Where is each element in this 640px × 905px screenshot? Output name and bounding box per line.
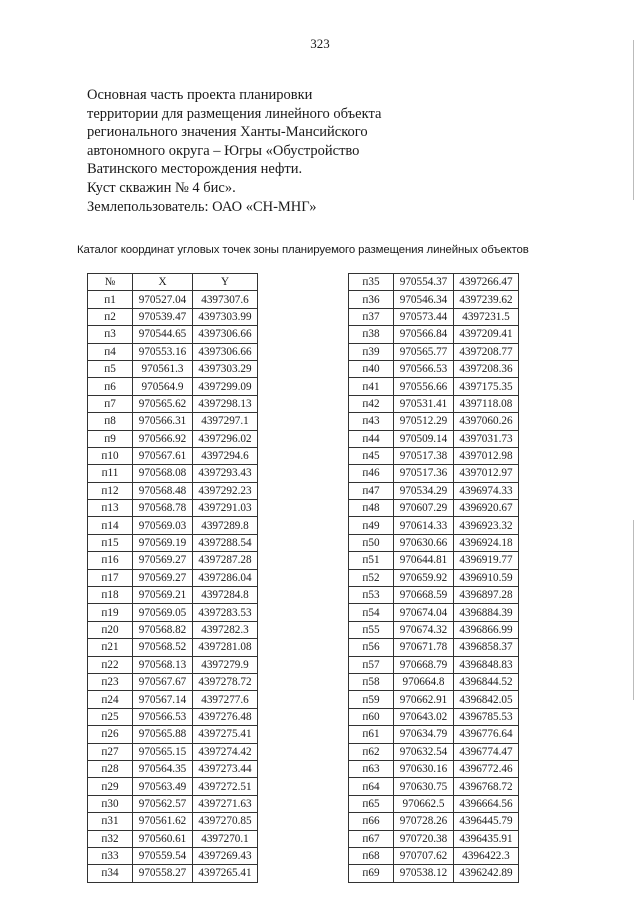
table-row (349, 274, 519, 291)
table-row (88, 795, 258, 812)
table-row (349, 673, 519, 690)
point-number-cell: п17 (88, 569, 133, 586)
point-number-cell: п52 (349, 569, 394, 586)
x-coordinate-cell: 970632.54 (394, 743, 454, 760)
point-number-cell: п38 (349, 326, 394, 343)
y-coordinate-cell: 4396664.56 (454, 795, 519, 812)
table-row (88, 604, 258, 621)
point-number-cell: п16 (88, 552, 133, 569)
y-coordinate-cell: 4397288.54 (193, 534, 258, 551)
table-row (88, 517, 258, 534)
y-coordinate-cell: 4397277.6 (193, 691, 258, 708)
y-coordinate-cell: 4396842.05 (454, 691, 519, 708)
y-coordinate-cell: 4397287.28 (193, 552, 258, 569)
point-number-cell: п28 (88, 760, 133, 777)
coordinates-table-left (87, 273, 258, 883)
table-row (349, 795, 519, 812)
point-number-cell: п26 (88, 726, 133, 743)
point-number-cell: п41 (349, 378, 394, 395)
x-coordinate-cell: 970556.66 (394, 378, 454, 395)
point-number-cell: п7 (88, 395, 133, 412)
x-coordinate-cell: 970567.67 (133, 673, 193, 690)
x-coordinate-cell: 970538.12 (394, 865, 454, 882)
heading-line: Основная часть проекта планировки (87, 87, 313, 103)
table-row (88, 813, 258, 830)
y-coordinate-cell: 4396974.33 (454, 482, 519, 499)
document-heading (87, 86, 527, 216)
y-coordinate-cell: 4396924.18 (454, 534, 519, 551)
x-coordinate-cell: X (133, 274, 193, 291)
table-row (88, 726, 258, 743)
table-row (349, 378, 519, 395)
x-coordinate-cell: 970630.16 (394, 760, 454, 777)
x-coordinate-cell: 970560.61 (133, 830, 193, 847)
y-coordinate-cell: 4397286.04 (193, 569, 258, 586)
y-coordinate-cell: 4397271.63 (193, 795, 258, 812)
y-coordinate-cell: 4397291.03 (193, 500, 258, 517)
x-coordinate-cell: 970674.04 (394, 604, 454, 621)
y-coordinate-cell: 4397118.08 (454, 395, 519, 412)
table-row (349, 517, 519, 534)
y-coordinate-cell: 4397012.98 (454, 447, 519, 464)
table-row (349, 552, 519, 569)
point-number-cell: п46 (349, 465, 394, 482)
x-coordinate-cell: 970534.29 (394, 482, 454, 499)
x-coordinate-cell: 970569.03 (133, 517, 193, 534)
table-row (349, 760, 519, 777)
y-coordinate-cell: 4396920.67 (454, 500, 519, 517)
point-number-cell: п53 (349, 587, 394, 604)
x-coordinate-cell: 970662.5 (394, 795, 454, 812)
point-number-cell: п31 (88, 813, 133, 830)
point-number-cell: п64 (349, 778, 394, 795)
table-row (88, 621, 258, 638)
point-number-cell: п14 (88, 517, 133, 534)
point-number-cell: п59 (349, 691, 394, 708)
x-coordinate-cell: 970573.44 (394, 308, 454, 325)
point-number-cell: п3 (88, 326, 133, 343)
y-coordinate-cell: 4397283.53 (193, 604, 258, 621)
table-row (88, 430, 258, 447)
point-number-cell: п19 (88, 604, 133, 621)
table-row (349, 621, 519, 638)
x-coordinate-cell: 970554.37 (394, 274, 454, 291)
y-coordinate-cell: 4397209.41 (454, 326, 519, 343)
point-number-cell: п33 (88, 847, 133, 864)
y-coordinate-cell: 4397272.51 (193, 778, 258, 795)
coordinates-table-right (348, 273, 519, 883)
scan-edge-line (633, 520, 634, 700)
point-number-cell: п20 (88, 621, 133, 638)
x-coordinate-cell: 970567.61 (133, 447, 193, 464)
table-caption: Каталог координат угловых точек зоны планируемого размещения линейных объектов (77, 244, 529, 256)
x-coordinate-cell: 970527.04 (133, 291, 193, 308)
x-coordinate-cell: 970568.13 (133, 656, 193, 673)
table-row (349, 465, 519, 482)
x-coordinate-cell: 970568.78 (133, 500, 193, 517)
x-coordinate-cell: 970531.41 (394, 395, 454, 412)
point-number-cell: п24 (88, 691, 133, 708)
y-coordinate-cell: 4396242.89 (454, 865, 519, 882)
y-coordinate-cell: 4397294.6 (193, 447, 258, 464)
table-row (88, 343, 258, 360)
table-row (88, 291, 258, 308)
x-coordinate-cell: 970671.78 (394, 639, 454, 656)
point-number-cell: п55 (349, 621, 394, 638)
table-row (349, 830, 519, 847)
y-coordinate-cell: 4397306.66 (193, 343, 258, 360)
table-row (349, 865, 519, 882)
y-coordinate-cell: 4397060.26 (454, 413, 519, 430)
table-row (88, 778, 258, 795)
y-coordinate-cell: 4397298.13 (193, 395, 258, 412)
x-coordinate-cell: 970566.53 (133, 708, 193, 725)
table-row (88, 552, 258, 569)
point-number-cell: п8 (88, 413, 133, 430)
y-coordinate-cell: 4397307.6 (193, 291, 258, 308)
point-number-cell: п34 (88, 865, 133, 882)
table-row (349, 360, 519, 377)
point-number-cell: п66 (349, 813, 394, 830)
x-coordinate-cell: 970546.34 (394, 291, 454, 308)
point-number-cell: п43 (349, 413, 394, 430)
point-number-cell: п1 (88, 291, 133, 308)
point-number-cell: п62 (349, 743, 394, 760)
x-coordinate-cell: 970569.05 (133, 604, 193, 621)
point-number-cell: п65 (349, 795, 394, 812)
y-coordinate-cell: 4396774.47 (454, 743, 519, 760)
y-coordinate-cell: 4396923.32 (454, 517, 519, 534)
x-coordinate-cell: 970566.84 (394, 326, 454, 343)
table-row (88, 743, 258, 760)
x-coordinate-cell: 970517.36 (394, 465, 454, 482)
point-number-cell: п57 (349, 656, 394, 673)
y-coordinate-cell: 4397282.3 (193, 621, 258, 638)
table-row (349, 291, 519, 308)
point-number-cell: п36 (349, 291, 394, 308)
point-number-cell: п15 (88, 534, 133, 551)
point-number-cell: п6 (88, 378, 133, 395)
y-coordinate-cell: 4397208.36 (454, 360, 519, 377)
point-number-cell: п13 (88, 500, 133, 517)
y-coordinate-cell: 4397269.43 (193, 847, 258, 864)
point-number-cell: п12 (88, 482, 133, 499)
point-number-cell: п37 (349, 308, 394, 325)
table-row (88, 482, 258, 499)
x-coordinate-cell: 970614.33 (394, 517, 454, 534)
x-coordinate-cell: 970674.32 (394, 621, 454, 638)
x-coordinate-cell: 970568.52 (133, 639, 193, 656)
table-row (349, 604, 519, 621)
y-coordinate-cell: 4397299.09 (193, 378, 258, 395)
point-number-cell: п45 (349, 447, 394, 464)
heading-line: Куст скважин № 4 бис». (87, 179, 236, 196)
x-coordinate-cell: 970569.19 (133, 534, 193, 551)
table-row (349, 569, 519, 586)
x-coordinate-cell: 970564.9 (133, 378, 193, 395)
point-number-cell: п44 (349, 430, 394, 447)
y-coordinate-cell: 4397239.62 (454, 291, 519, 308)
point-number-cell: п35 (349, 274, 394, 291)
point-number-cell: п23 (88, 673, 133, 690)
y-coordinate-cell: 4396422.3 (454, 847, 519, 864)
point-number-cell: п30 (88, 795, 133, 812)
heading-line: автономного округа – Югры «Обустройство (87, 142, 360, 159)
table-row (349, 708, 519, 725)
point-number-cell: п25 (88, 708, 133, 725)
y-coordinate-cell: 4396858.37 (454, 639, 519, 656)
y-coordinate-cell: 4396772.46 (454, 760, 519, 777)
table-row (349, 482, 519, 499)
x-coordinate-cell: 970509.14 (394, 430, 454, 447)
x-coordinate-cell: 970568.82 (133, 621, 193, 638)
x-coordinate-cell: 970539.47 (133, 308, 193, 325)
y-coordinate-cell: 4397175.35 (454, 378, 519, 395)
y-coordinate-cell: 4397293.43 (193, 465, 258, 482)
table-row (349, 447, 519, 464)
y-coordinate-cell: 4397289.8 (193, 517, 258, 534)
table-row (88, 534, 258, 551)
table-row (349, 343, 519, 360)
heading-line: Ватинского месторождения нефти. (87, 161, 303, 178)
x-coordinate-cell: 970644.81 (394, 552, 454, 569)
heading-line: территории для размещения линейного объекта (87, 105, 382, 122)
y-coordinate-cell: 4397275.41 (193, 726, 258, 743)
y-coordinate-cell: 4396919.77 (454, 552, 519, 569)
point-number-cell: п39 (349, 343, 394, 360)
y-coordinate-cell: 4397276.48 (193, 708, 258, 725)
table-row (349, 813, 519, 830)
x-coordinate-cell: 970565.15 (133, 743, 193, 760)
x-coordinate-cell: 970630.75 (394, 778, 454, 795)
y-coordinate-cell: 4397296.02 (193, 430, 258, 447)
table-row (88, 587, 258, 604)
x-coordinate-cell: 970567.14 (133, 691, 193, 708)
x-coordinate-cell: 970563.49 (133, 778, 193, 795)
point-number-cell: п63 (349, 760, 394, 777)
x-coordinate-cell: 970564.35 (133, 760, 193, 777)
y-coordinate-cell: 4396848.83 (454, 656, 519, 673)
x-coordinate-cell: 970607.29 (394, 500, 454, 517)
point-number-cell: п61 (349, 726, 394, 743)
point-number-cell: п10 (88, 447, 133, 464)
table-row (88, 395, 258, 412)
table-row (88, 500, 258, 517)
x-coordinate-cell: 970634.79 (394, 726, 454, 743)
x-coordinate-cell: 970569.27 (133, 552, 193, 569)
y-coordinate-cell: 4397266.47 (454, 274, 519, 291)
table-row (349, 587, 519, 604)
y-coordinate-cell: Y (193, 274, 258, 291)
point-number-cell: № (88, 274, 133, 291)
table-row (88, 308, 258, 325)
table-row (88, 413, 258, 430)
point-number-cell: п18 (88, 587, 133, 604)
y-coordinate-cell: 4396776.64 (454, 726, 519, 743)
y-coordinate-cell: 4397270.1 (193, 830, 258, 847)
table-row (88, 760, 258, 777)
x-coordinate-cell: 970517.38 (394, 447, 454, 464)
x-coordinate-cell: 970553.16 (133, 343, 193, 360)
table-row (349, 534, 519, 551)
y-coordinate-cell: 4396768.72 (454, 778, 519, 795)
y-coordinate-cell: 4397274.42 (193, 743, 258, 760)
x-coordinate-cell: 970561.62 (133, 813, 193, 830)
table-row (88, 656, 258, 673)
y-coordinate-cell: 4397303.29 (193, 360, 258, 377)
x-coordinate-cell: 970707.62 (394, 847, 454, 864)
y-coordinate-cell: 4397281.08 (193, 639, 258, 656)
table-row (349, 500, 519, 517)
x-coordinate-cell: 970566.53 (394, 360, 454, 377)
y-coordinate-cell: 4397231.5 (454, 308, 519, 325)
point-number-cell: п5 (88, 360, 133, 377)
y-coordinate-cell: 4396866.99 (454, 621, 519, 638)
table-row (349, 413, 519, 430)
point-number-cell: п47 (349, 482, 394, 499)
x-coordinate-cell: 970568.48 (133, 482, 193, 499)
x-coordinate-cell: 970568.08 (133, 465, 193, 482)
x-coordinate-cell: 970728.26 (394, 813, 454, 830)
x-coordinate-cell: 970559.54 (133, 847, 193, 864)
point-number-cell: п21 (88, 639, 133, 656)
x-coordinate-cell: 970720.38 (394, 830, 454, 847)
x-coordinate-cell: 970565.62 (133, 395, 193, 412)
table-row (88, 378, 258, 395)
scan-edge-line (633, 40, 634, 200)
point-number-cell: п32 (88, 830, 133, 847)
table-row (349, 395, 519, 412)
table-row (349, 847, 519, 864)
point-number-cell: п48 (349, 500, 394, 517)
x-coordinate-cell: 970544.65 (133, 326, 193, 343)
x-coordinate-cell: 970561.3 (133, 360, 193, 377)
point-number-cell: п56 (349, 639, 394, 656)
point-number-cell: п29 (88, 778, 133, 795)
x-coordinate-cell: 970565.77 (394, 343, 454, 360)
y-coordinate-cell: 4397273.44 (193, 760, 258, 777)
x-coordinate-cell: 970562.57 (133, 795, 193, 812)
point-number-cell: п49 (349, 517, 394, 534)
point-number-cell: п60 (349, 708, 394, 725)
point-number-cell: п51 (349, 552, 394, 569)
x-coordinate-cell: 970512.29 (394, 413, 454, 430)
table-row (349, 656, 519, 673)
x-coordinate-cell: 970630.66 (394, 534, 454, 551)
point-number-cell: п27 (88, 743, 133, 760)
x-coordinate-cell: 970565.88 (133, 726, 193, 743)
y-coordinate-cell: 4397292.23 (193, 482, 258, 499)
y-coordinate-cell: 4397284.8 (193, 587, 258, 604)
x-coordinate-cell: 970664.8 (394, 673, 454, 690)
point-number-cell: п58 (349, 673, 394, 690)
table-row (349, 639, 519, 656)
x-coordinate-cell: 970569.21 (133, 587, 193, 604)
table-row (349, 326, 519, 343)
y-coordinate-cell: 4397306.66 (193, 326, 258, 343)
y-coordinate-cell: 4397279.9 (193, 656, 258, 673)
y-coordinate-cell: 4397303.99 (193, 308, 258, 325)
table-row (349, 778, 519, 795)
table-row (88, 708, 258, 725)
x-coordinate-cell: 970659.92 (394, 569, 454, 586)
y-coordinate-cell: 4397297.1 (193, 413, 258, 430)
table-row (88, 847, 258, 864)
table-row (88, 447, 258, 464)
point-number-cell: п11 (88, 465, 133, 482)
x-coordinate-cell: 970668.59 (394, 587, 454, 604)
x-coordinate-cell: 970662.91 (394, 691, 454, 708)
x-coordinate-cell: 970643.02 (394, 708, 454, 725)
point-number-cell: п67 (349, 830, 394, 847)
point-number-cell: п2 (88, 308, 133, 325)
x-coordinate-cell: 970566.92 (133, 430, 193, 447)
point-number-cell: п9 (88, 430, 133, 447)
y-coordinate-cell: 4396785.53 (454, 708, 519, 725)
y-coordinate-cell: 4397031.73 (454, 430, 519, 447)
y-coordinate-cell: 4396445.79 (454, 813, 519, 830)
y-coordinate-cell: 4396884.39 (454, 604, 519, 621)
table-row (349, 726, 519, 743)
table-row (88, 465, 258, 482)
y-coordinate-cell: 4397278.72 (193, 673, 258, 690)
point-number-cell: п40 (349, 360, 394, 377)
y-coordinate-cell: 4397012.97 (454, 465, 519, 482)
table-row (88, 569, 258, 586)
heading-line: Землепользователь: ОАО «СН-МНГ» (87, 198, 317, 215)
table-row (88, 865, 258, 882)
table-row (349, 691, 519, 708)
table-row (88, 830, 258, 847)
table-row (88, 360, 258, 377)
table-row (88, 326, 258, 343)
table-row (349, 308, 519, 325)
y-coordinate-cell: 4396844.52 (454, 673, 519, 690)
y-coordinate-cell: 4397270.85 (193, 813, 258, 830)
x-coordinate-cell: 970558.27 (133, 865, 193, 882)
point-number-cell: п4 (88, 343, 133, 360)
x-coordinate-cell: 970569.27 (133, 569, 193, 586)
point-number-cell: п50 (349, 534, 394, 551)
heading-line: регионального значения Ханты-Мансийского (87, 124, 368, 141)
y-coordinate-cell: 4396910.59 (454, 569, 519, 586)
table-row (349, 743, 519, 760)
y-coordinate-cell: 4397265.41 (193, 865, 258, 882)
point-number-cell: п68 (349, 847, 394, 864)
table-row (88, 673, 258, 690)
table-row (349, 430, 519, 447)
y-coordinate-cell: 4396435.91 (454, 830, 519, 847)
point-number-cell: п42 (349, 395, 394, 412)
point-number-cell: п22 (88, 656, 133, 673)
point-number-cell: п69 (349, 865, 394, 882)
y-coordinate-cell: 4396897.28 (454, 587, 519, 604)
point-number-cell: п54 (349, 604, 394, 621)
table-row (88, 274, 258, 291)
table-row (88, 691, 258, 708)
x-coordinate-cell: 970566.31 (133, 413, 193, 430)
y-coordinate-cell: 4397208.77 (454, 343, 519, 360)
page-number: 323 (310, 36, 330, 51)
table-row (88, 639, 258, 656)
x-coordinate-cell: 970668.79 (394, 656, 454, 673)
